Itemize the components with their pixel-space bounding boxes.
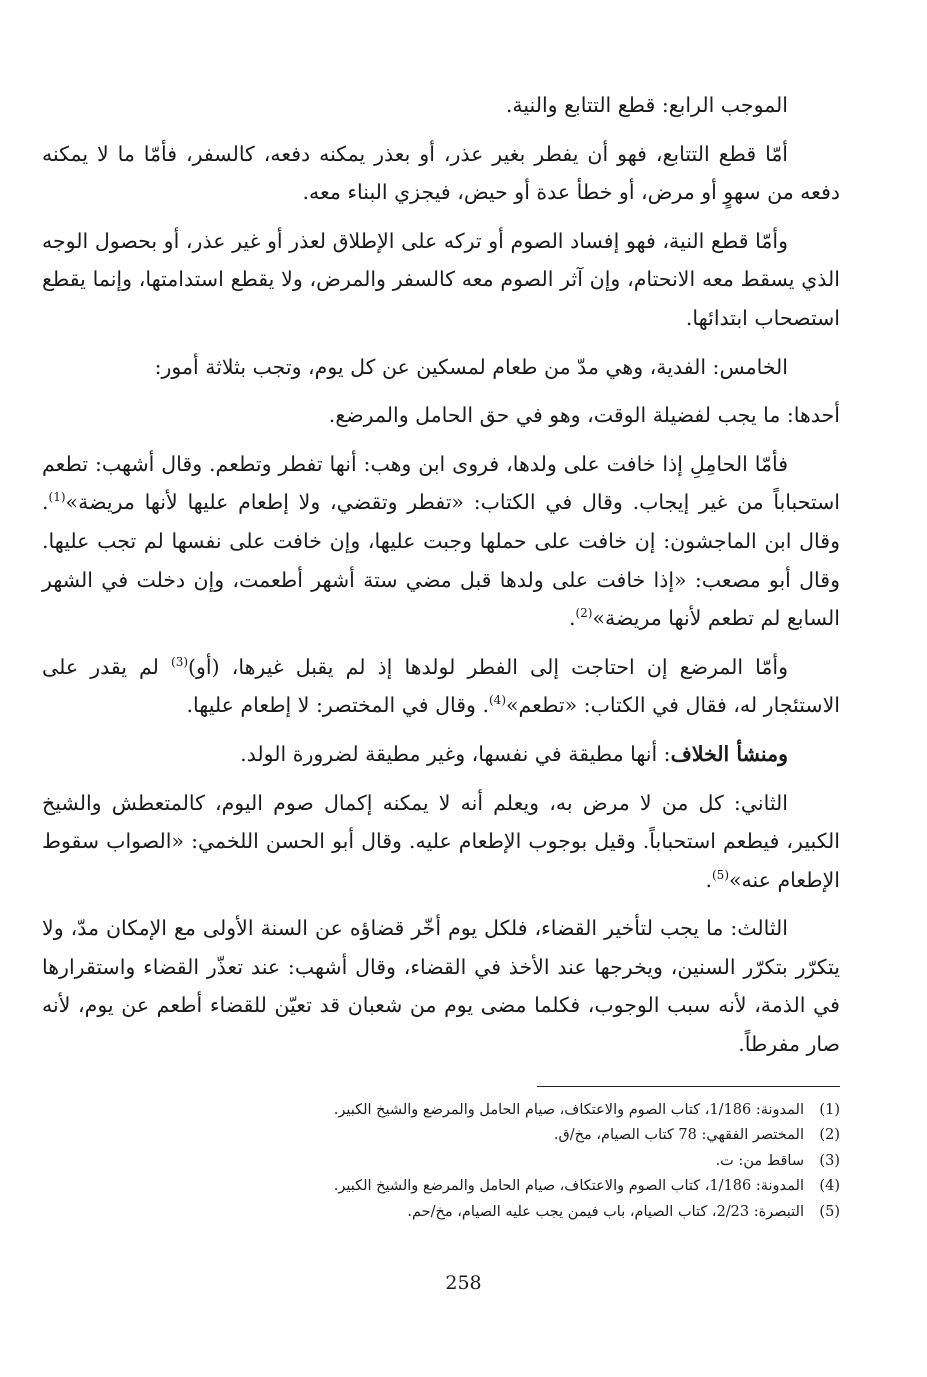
- footnote-ref-3: (3): [171, 654, 189, 669]
- paragraph-2: أمّا قطع التتابع، فهو أن يفطر بغير عذر، أو بعذر يمكنه دفعه، كالسفر، فأمّا ما لا يمكنه دفعه من سهوٍ أو مرض، أو خطأ عدة أو حيض، فيجزي البناء معه.: [42, 141, 840, 205]
- footnote-3: (3)ساقط من: ت.: [715, 1152, 840, 1169]
- page-number: 258: [445, 1272, 482, 1294]
- footnote-divider: [537, 1086, 840, 1087]
- footnote-1: (1)المدونة: 1/186، كتاب الصوم والاعتكاف، صيام الحامل والمرضع والشيخ الكبير.: [333, 1102, 840, 1118]
- footnote-ref-5: (5): [711, 867, 729, 882]
- footnote-2: (2)المختصر الفقهي: 78 كتاب الصيام، مخ/ق.: [553, 1127, 840, 1144]
- paragraph-8: ومنشأ الخلاف: أنها مطيقة في نفسها، وغير مطيقة لضرورة الولد.: [240, 741, 788, 766]
- footnote-5: (5)التبصرة: 2/23، كتاب الصيام، باب فيمن يجب عليه الصيام، مخ/حم.: [407, 1203, 840, 1220]
- paragraph-7: وأمّا المرضع إن احتاجت إلى الفطر لولدها إذ لم يقبل غيرها، (أو)$^{(3)}$ لم يقدر على الاستئجار له، فقال في الكتاب: «تطعم»$^{(4)}$. وقال في المختصر: لا إطعام عليها.: [42, 654, 840, 718]
- footnotes: [200, 1098, 840, 1225]
- footnote-ref-2: (2): [575, 606, 593, 621]
- paragraph-6: فأمّا الحامِلِ إذا خافت على ولدها، فروى ابن وهب: أنها تفطر وتطعم. وقال أشهب: تطعم استحباباً من غير إيجاب. وقال في الكتاب: «تفطر وتقضي، ولا إطعام عليها لأنها مريضة»$^{(1)}$. وقال ابن الماجشون: إن خافت على حملها وجبت عليها، وإن خافت على نفسها لم تجب عليها. وقال أبو مصعب: «إذا خافت على ولدها قبل مضي ستة أشهر أطعمت، وإن دخلت في الشهر السابع لم تطعم لأنها مريضة»$^{(2)}$.: [42, 451, 840, 631]
- footnote-4: (4)المدونة: 1/186، كتاب الصوم والاعتكاف، صيام الحامل والمرضع والشيخ الكبير.: [333, 1178, 840, 1195]
- paragraph-1: الموجب الرابع: قطع التتابع والنية.: [505, 93, 788, 117]
- bold-heading: ومنشأ الخلاف: [670, 741, 788, 766]
- paragraph-10: الثالث: ما يجب لتأخير القضاء، فلكل يوم أخّر قضاؤه عن السنة الأولى مع الإمكان مدّ، ولا يتكرّر بتكرّر السنين، ويخرجها عند الأخذ في القضاء، وقال أشهب: عند تعذّر القضاء واستقرارها في الذمة، لأنه سبب الوجوب، فكلما مضى يوم من شعبان قد تعيّن للقضاء أطعم عن يوم، لأنه صار مفرطاً.: [42, 916, 840, 1057]
- paragraph-9: الثاني: كل من لا مرض به، ويعلم أنه لا يمكنه إكمال صوم اليوم، كالمتعطش والشيخ الكبير، فيطعم استحباباً. وقيل بوجوب الإطعام عليه. وقال أبو الحسن اللخمي: «الصواب سقوط الإطعام عنه»$^{(5)}$.: [42, 790, 840, 892]
- paragraph-5: أحدها: ما يجب لفضيلة الوقت، وهو في حق الحامل والمرضع.: [328, 403, 840, 428]
- footnote-ref-1: (1): [48, 490, 66, 505]
- footnote-ref-4: (4): [488, 693, 506, 708]
- paragraph-3: وأمّا قطع النية، فهو إفساد الصوم أو تركه على الإطلاق لعذر أو غير عذر، أو بحصول الوجه الذي يسقط معه الانحتام، وإن آثر الصوم معه كالسفر والمرض، ولا يقطع استدامتها، وإنما يقطع استصحاب ابتدائها.: [42, 228, 840, 330]
- main-text: [42, 86, 840, 1074]
- paragraph-4: الخامس: الفدية، وهي مدّ من طعام لمسكين عن كل يوم، وتجب بثلاثة أمور:: [154, 354, 788, 379]
